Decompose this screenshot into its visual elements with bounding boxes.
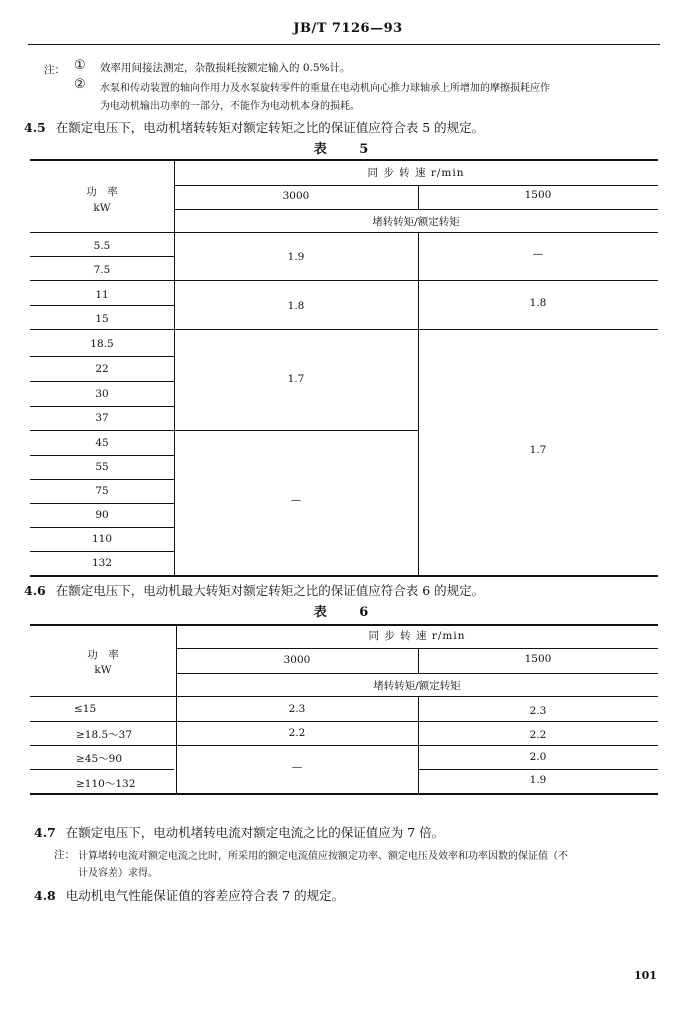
table6-power: ≥45～90 (76, 753, 123, 765)
table6-value-1500: 2.2 (529, 729, 547, 741)
table5-value-3000: — (290, 494, 302, 506)
page-number: 101 (634, 969, 657, 982)
table6-power: ≤15 (74, 703, 97, 715)
section-4-6 (24, 581, 484, 599)
table5-line (30, 503, 174, 504)
table6-power-header: 功 率 (87, 649, 119, 661)
table5-line (30, 479, 174, 480)
table6-power: ≥110～132 (76, 778, 136, 790)
section-text: 电动机电气性能保证值的容差应符合表 7 的规定。 (65, 888, 345, 903)
table5-col-1500: 1500 (524, 189, 552, 201)
table6-line (30, 769, 174, 770)
table6-line (176, 673, 658, 674)
table6-power: ≥18.5～37 (76, 729, 133, 741)
table5-line (174, 209, 658, 210)
table6-value-1500: 1.9 (529, 774, 547, 786)
table5-power: 90 (95, 509, 109, 521)
table5-line (174, 185, 658, 186)
table5-power: 15 (95, 313, 109, 325)
table6-value-1500: 2.3 (529, 705, 547, 717)
table5-power: 132 (91, 557, 113, 569)
table6-line (176, 648, 658, 649)
section-number: 4.8 (34, 888, 56, 903)
table5-speed-header: 同 步 转 速 r/min (367, 167, 465, 179)
table5-line (30, 329, 658, 330)
table5-line (30, 430, 418, 431)
table5-caption: 表 5 (313, 142, 383, 157)
table5-power: 37 (95, 412, 109, 424)
table6-value-3000: 2.3 (288, 703, 306, 715)
table5-ratio-header: 堵转转矩/额定转矩 (372, 216, 460, 228)
section-text: 在额定电压下，电动机堵转电流对额定电流之比的保证值应为 7 倍。 (65, 825, 445, 840)
table6-line (30, 745, 658, 746)
notes-label: 注： (44, 64, 65, 76)
note-4-7-label: 注： (54, 849, 75, 861)
table6-top-rule (30, 624, 658, 626)
table5-value-1500: — (532, 248, 544, 260)
section-number: 4.5 (24, 120, 46, 135)
table5-line (30, 381, 174, 382)
note-marker-1: ① (74, 58, 86, 73)
header-rule (28, 44, 660, 45)
table5-line (30, 356, 174, 357)
table5-line (30, 455, 174, 456)
table6-line (30, 696, 658, 697)
section-4-8 (34, 886, 344, 904)
table5-line (30, 305, 174, 306)
table5-power: 110 (91, 533, 113, 545)
table5-line (30, 256, 174, 257)
table6-caption: 表 6 (313, 605, 383, 620)
section-4-5 (24, 118, 484, 136)
note-2-text-line-2: 为电动机输出功率的一部分，不能作为电动机本身的损耗。 (100, 101, 360, 112)
table6-line (418, 769, 658, 770)
table5-line (30, 527, 174, 528)
table6-value-1500: 2.0 (529, 751, 547, 763)
note-4-7-line-1: 计算堵转电流对额定电流之比时，所采用的额定电流值应按额定功率、额定电压及效率和功率因数的保证值（不 (78, 851, 568, 862)
table5-value-3000: 1.7 (287, 373, 305, 385)
table6-speed-header: 同 步 转 速 r/min (368, 630, 466, 642)
table5-power: 11 (95, 289, 109, 301)
table6-value-3000: 2.2 (288, 727, 306, 739)
table5-power: 55 (95, 461, 109, 473)
table5-line (30, 232, 658, 233)
table5-power: 22 (95, 363, 109, 375)
table5-line (30, 551, 174, 552)
table5-bottom-rule (30, 575, 658, 577)
table6-bottom-rule (30, 793, 658, 795)
table6-line (30, 721, 658, 722)
table5-line (30, 280, 658, 281)
table6-ratio-header: 堵转转矩/额定转矩 (373, 680, 461, 692)
section-text: 在额定电压下，电动机堵转转矩对额定转矩之比的保证值应符合表 5 的规定。 (55, 120, 485, 135)
table6-power-unit: kW (94, 664, 112, 676)
table5-power: 7.5 (93, 264, 111, 276)
table5-power: 75 (95, 485, 109, 497)
document-code-header: JB/T 7126—93 (293, 21, 403, 36)
section-text: 在额定电压下，电动机最大转矩对额定转矩之比的保证值应符合表 6 的规定。 (55, 583, 485, 598)
section-4-7 (34, 823, 444, 841)
table6-value-3000: — (291, 761, 303, 773)
table5-col-3000: 3000 (282, 190, 310, 202)
note-2-text-line-1: 水泵和传动装置的轴向作用力及水泵旋转零件的重量在电动机向心推力球轴承上所增加的摩擦损耗应作 (100, 83, 550, 94)
table5-value-3000: 1.8 (287, 300, 305, 312)
table5-value-1500: 1.7 (529, 444, 547, 456)
table6-col-3000: 3000 (283, 654, 311, 666)
table5-power: 18.5 (90, 338, 114, 350)
table5-top-rule (30, 159, 658, 161)
table5-power-header: 功 率 (86, 186, 118, 198)
table6-col-1500: 1500 (524, 653, 552, 665)
table5-value-3000: 1.9 (287, 251, 305, 263)
section-number: 4.7 (34, 825, 56, 840)
note-marker-2: ② (74, 77, 86, 92)
note-4-7-line-2: 计及容差）求得。 (78, 868, 158, 879)
section-number: 4.6 (24, 583, 46, 598)
note-1-text: 效率用间接法测定，杂散损耗按额定输入的 0.5%计。 (100, 62, 351, 74)
table5-power-unit: kW (93, 202, 111, 214)
table5-power: 30 (95, 388, 109, 400)
table5-power: 5.5 (93, 240, 111, 252)
table5-power: 45 (95, 437, 109, 449)
table5-line (418, 232, 419, 575)
table5-line (30, 406, 174, 407)
table5-value-1500: 1.8 (529, 297, 547, 309)
